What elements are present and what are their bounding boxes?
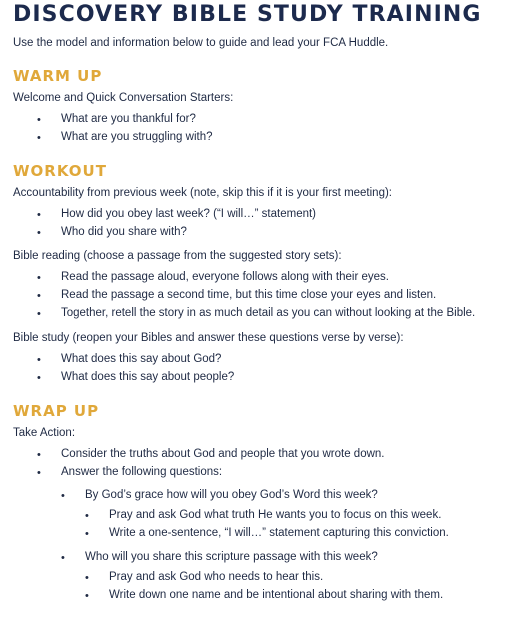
bullet: • [37, 467, 41, 479]
bullet: • [85, 510, 89, 522]
bullet: • [85, 528, 89, 540]
question-2: Who will you share this scripture passage with this week? [85, 551, 378, 563]
bullet: • [85, 590, 89, 602]
page-title: DISCOVERY BIBLE STUDY TRAINING [13, 2, 482, 27]
bullet: • [37, 372, 41, 384]
wrapup-heading: WRAP UP [13, 402, 100, 420]
accountability-lead: Accountability from previous week (note, skip this if it is your first meeting): [13, 187, 393, 199]
bullet: • [37, 114, 41, 126]
bullet: • [37, 308, 41, 320]
bullet: • [37, 272, 41, 284]
bullet: • [37, 209, 41, 221]
list-item: Pray and ask God who needs to hear this. [109, 571, 324, 583]
list-item: Together, retell the story in as much detail as you can without looking at the Bible. [61, 307, 476, 319]
study-lead: Bible study (reopen your Bibles and answer these questions verse by verse): [13, 332, 404, 344]
list-item: Answer the following questions: [61, 466, 223, 478]
bullet: • [37, 132, 41, 144]
bullet: • [61, 552, 65, 564]
list-item: Read the passage aloud, everyone follows along with their eyes. [61, 271, 389, 283]
warmup-heading: WARM UP [13, 67, 103, 85]
bullet: • [37, 449, 41, 461]
list-item: How did you obey last week? (“I will…” statement) [61, 208, 317, 220]
list-item: Write down one name and be intentional about sharing with them. [109, 589, 444, 601]
list-item: What are you thankful for? [61, 113, 196, 125]
warmup-lead: Welcome and Quick Conversation Starters: [13, 92, 234, 104]
question-1: By God’s grace how will you obey God’s Word this week? [85, 489, 378, 501]
list-item: Read the passage a second time, but this time close your eyes and listen. [61, 289, 437, 301]
wrapup-lead: Take Action: [13, 427, 76, 439]
bullet: • [37, 290, 41, 302]
list-item: Who did you share with? [61, 226, 187, 238]
intro-text: Use the model and information below to guide and lead your FCA Huddle. [13, 37, 389, 49]
list-item: Write a one-sentence, “I will…” statement capturing this conviction. [109, 527, 449, 539]
workout-heading: WORKOUT [13, 162, 107, 180]
reading-lead: Bible reading (choose a passage from the suggested story sets): [13, 250, 342, 262]
list-item: What are you struggling with? [61, 131, 213, 143]
bullet: • [37, 354, 41, 366]
bullet: • [37, 227, 41, 239]
bullet: • [85, 572, 89, 584]
list-item: What does this say about people? [61, 371, 235, 383]
list-item: What does this say about God? [61, 353, 222, 365]
list-item: Pray and ask God what truth He wants you to focus on this week. [109, 509, 442, 521]
bullet: • [61, 490, 65, 502]
list-item: Consider the truths about God and people that you wrote down. [61, 448, 385, 460]
